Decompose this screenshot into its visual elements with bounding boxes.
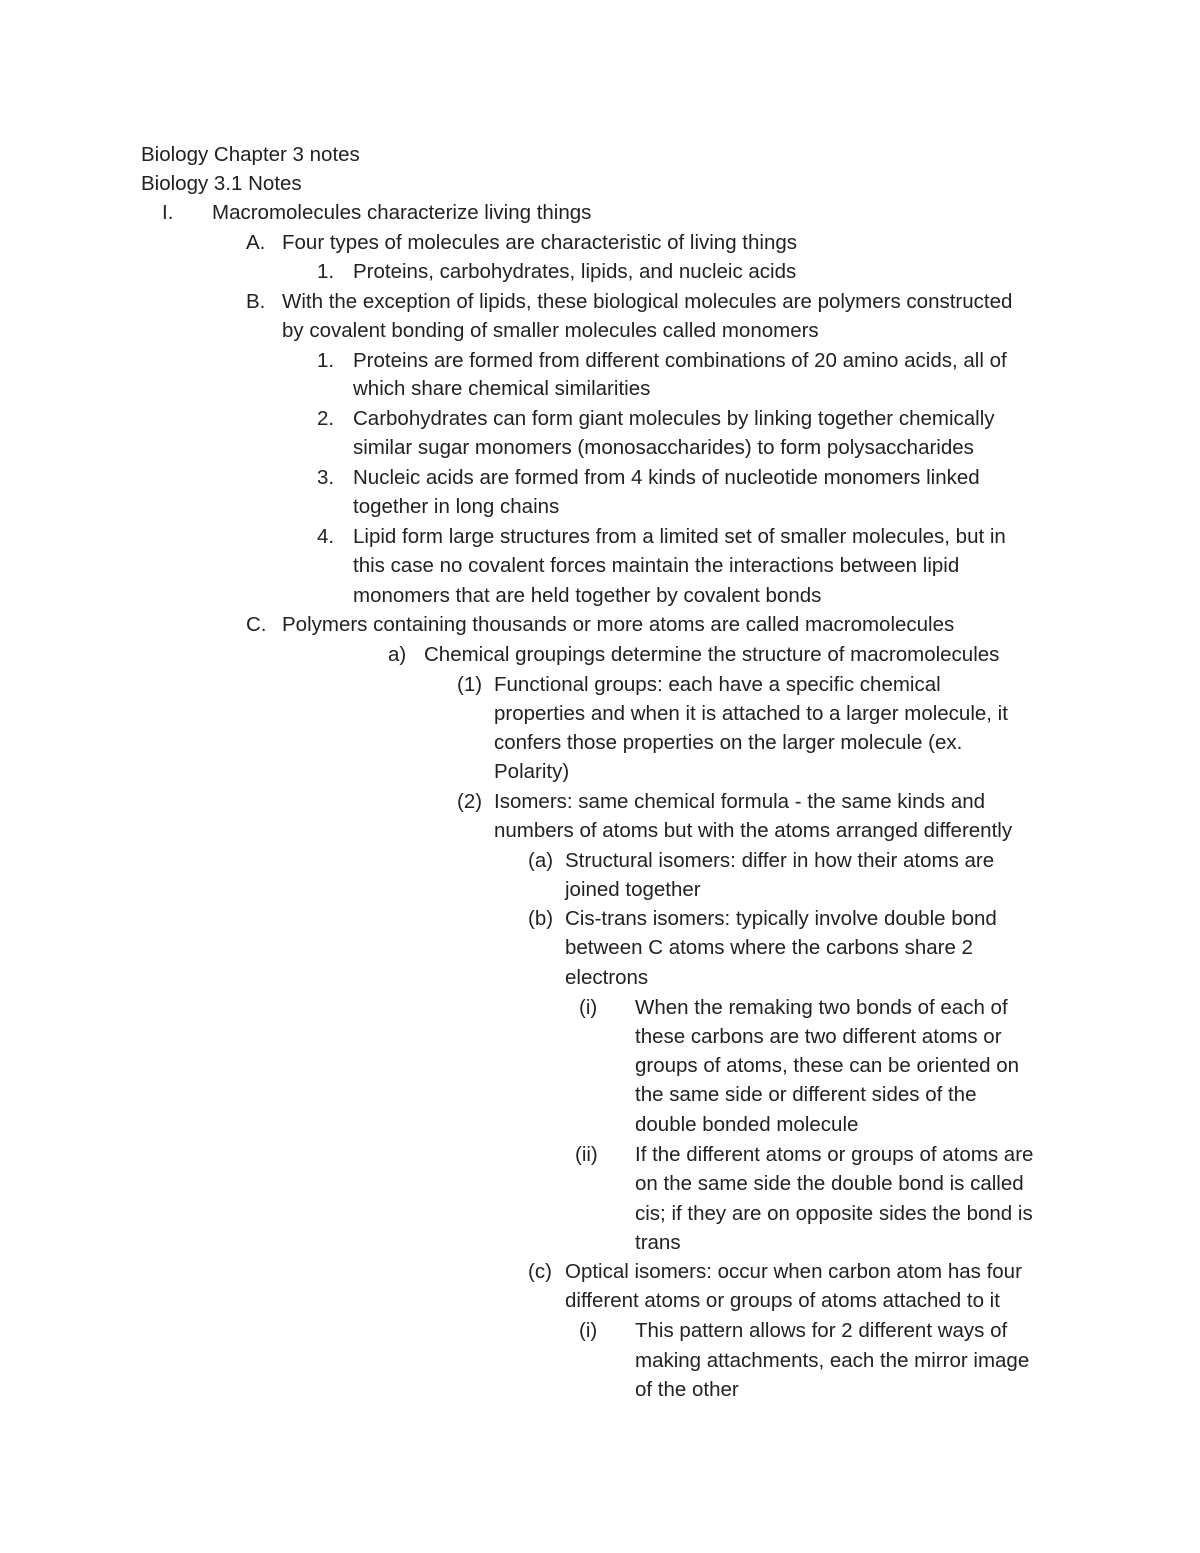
outline-marker: 1. — [317, 349, 335, 372]
outline-marker: a) — [388, 643, 407, 666]
outline-text: Functional groups: each have a specific chemical — [494, 673, 941, 696]
outline-marker: 3. — [317, 466, 335, 489]
outline-text: similar sugar monomers (monosaccharides) to form polysaccharides — [353, 436, 974, 459]
outline-text: Structural isomers: differ in how their atoms are — [565, 849, 995, 872]
outline-text: Polarity) — [494, 760, 570, 783]
outline-marker: I. — [162, 201, 174, 224]
outline-marker: 2. — [317, 407, 335, 430]
outline-marker: (ii) — [575, 1143, 598, 1166]
outline-text: With the exception of lipids, these biological molecules are polymers constructed — [282, 290, 1013, 313]
outline-text: trans — [635, 1231, 681, 1254]
outline-text: joined together — [565, 878, 701, 901]
outline-text: Proteins are formed from different combinations of 20 amino acids, all of — [353, 349, 1007, 372]
outline-marker: B. — [246, 290, 266, 313]
outline-text: double bonded molecule — [635, 1113, 859, 1136]
outline-text: properties and when it is attached to a larger molecule, it — [494, 702, 1008, 725]
outline-text: making attachments, each the mirror image — [635, 1349, 1030, 1372]
outline-marker: (1) — [457, 673, 483, 696]
outline-text: between C atoms where the carbons share 2 — [565, 936, 973, 959]
outline-text: of the other — [635, 1378, 739, 1401]
outline-text: on the same side the double bond is called — [635, 1172, 1024, 1195]
outline-text: different atoms or groups of atoms attached to it — [565, 1289, 1000, 1312]
outline-marker: A. — [246, 231, 266, 254]
outline-text: electrons — [565, 966, 649, 989]
outline-text: Polymers containing thousands or more atoms are called macromolecules — [282, 613, 955, 636]
outline-text: Proteins, carbohydrates, lipids, and nucleic acids — [353, 260, 797, 283]
document-subtitle-text: Biology 3.1 Notes — [141, 172, 302, 195]
outline-marker: 4. — [317, 525, 335, 548]
outline-text: confers those properties on the larger molecule (ex. — [494, 731, 963, 754]
outline-marker: (i) — [579, 996, 598, 1019]
outline-text: This pattern allows for 2 different ways of — [635, 1319, 1008, 1342]
outline-text: Isomers: same chemical formula - the same kinds and — [494, 790, 986, 813]
outline-marker: (a) — [528, 849, 554, 872]
outline-text: Four types of molecules are characteristic of living things — [282, 231, 798, 254]
outline-text: numbers of atoms but with the atoms arranged differently — [494, 819, 1013, 842]
outline-text: together in long chains — [353, 495, 560, 518]
outline-text: Macromolecules characterize living things — [212, 201, 592, 224]
outline-text: When the remaking two bonds of each of — [635, 996, 1008, 1019]
outline-text: Cis-trans isomers: typically involve double bond — [565, 907, 997, 930]
outline-text: groups of atoms, these can be oriented on — [635, 1054, 1020, 1077]
outline-text: the same side or different sides of the — [635, 1083, 977, 1106]
outline-text: monomers that are held together by covalent bonds — [353, 584, 822, 607]
outline-text: which share chemical similarities — [353, 377, 651, 400]
outline-text: Optical isomers: occur when carbon atom has four — [565, 1260, 1022, 1283]
outline-marker: 1. — [317, 260, 335, 283]
outline-text: cis; if they are on opposite sides the bond is — [635, 1202, 1033, 1225]
outline-marker: C. — [246, 613, 267, 636]
outline-text: Chemical groupings determine the structure of macromolecules — [424, 643, 1000, 666]
outline-marker: (i) — [579, 1319, 598, 1342]
outline-text: Nucleic acids are formed from 4 kinds of nucleotide monomers linked — [353, 466, 980, 489]
outline-text: by covalent bonding of smaller molecules called monomers — [282, 319, 819, 342]
outline-text: Carbohydrates can form giant molecules by linking together chemically — [353, 407, 995, 430]
outline-marker: (c) — [528, 1260, 552, 1283]
outline-text: Lipid form large structures from a limited set of smaller molecules, but in — [353, 525, 1006, 548]
document-title-text: Biology Chapter 3 notes — [141, 143, 360, 166]
outline-marker: (b) — [528, 907, 554, 930]
outline-text: If the different atoms or groups of atoms are — [635, 1143, 1034, 1166]
outline-text: this case no covalent forces maintain the interactions between lipid — [353, 554, 960, 577]
outline-text: these carbons are two different atoms or — [635, 1025, 1002, 1048]
outline-marker: (2) — [457, 790, 483, 813]
